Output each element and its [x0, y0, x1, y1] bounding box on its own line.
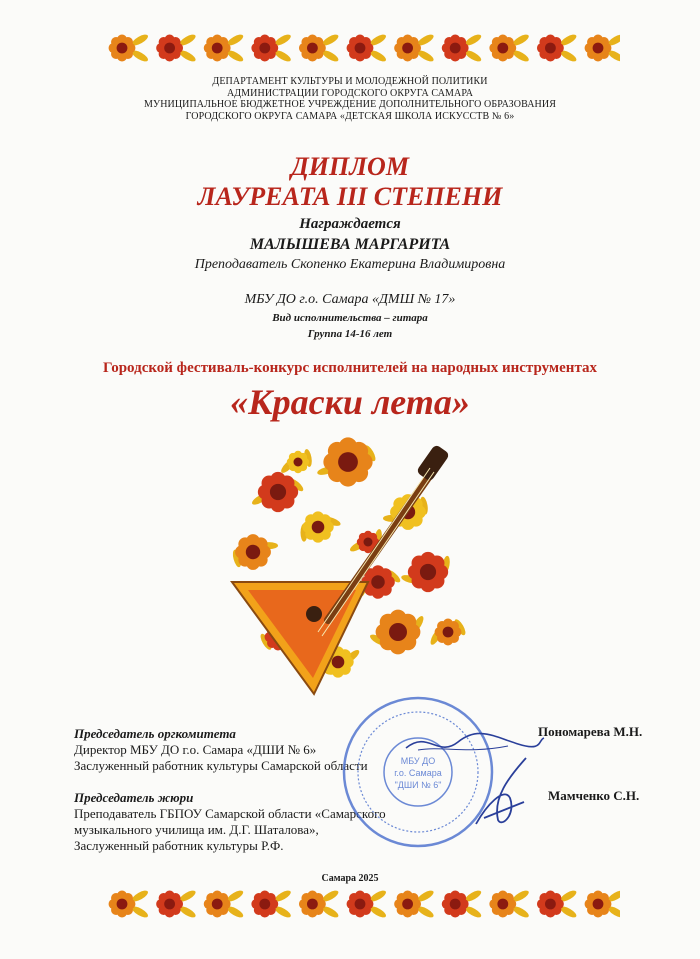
balalaika-floral-ornament — [218, 432, 484, 698]
header-line-2: АДМИНИСТРАЦИИ ГОРОДСКОГО ОКРУГА САМАРА — [226, 87, 474, 99]
awarded-label: Награждается — [299, 216, 401, 232]
org-line-1: Директор МБУ ДО г.о. Самара «ДШИ № 6» — [74, 742, 317, 757]
header-line-1: ДЕПАРТАМЕНТ КУЛЬТУРЫ И МОЛОДЕЖНОЙ ПОЛИТИКИ — [212, 76, 488, 87]
bottom-ornament-border — [100, 886, 620, 922]
festival-description: Городской фестиваль-конкурс исполнителей на народных инструментах — [102, 360, 598, 376]
issuer-header — [0, 76, 700, 122]
place-and-year: Самара 2025 — [321, 873, 379, 884]
jury-line-2: музыкального училища им. Д.Г. Шаталова», — [74, 822, 319, 837]
jury-chair-name: Мамченко С.Н. — [548, 788, 640, 803]
org-line-2: Заслуженный работник культуры Самарской области — [74, 758, 368, 773]
stamp-line-1: МБУ ДО — [400, 756, 436, 766]
recipient-name: МАЛЫШЕВА МАРГАРИТА — [249, 236, 451, 253]
top-ornament-border — [100, 30, 620, 66]
school-line: МБУ ДО г.о. Самара «ДМШ № 17» — [244, 292, 456, 307]
age-group-line: Группа 14-16 лет — [307, 328, 393, 340]
stamp-line-2: г.о. Самара — [394, 768, 442, 778]
header-line-3: МУНИЦИПАЛЬНОЕ БЮДЖЕТНОЕ УЧРЕЖДЕНИЕ ДОПОЛНИТЕЛЬНОГО ОБРАЗОВАНИЯ — [144, 99, 556, 110]
org-committee-signature-block — [74, 726, 368, 774]
festival-name: «Краски лета» — [230, 382, 470, 422]
jury-role: Председатель жюри — [74, 790, 194, 805]
org-role: Председатель оргкомитета — [74, 726, 236, 741]
diploma-degree: ЛАУРЕАТА III СТЕПЕНИ — [197, 182, 503, 211]
stamp-line-3: "ДШИ № 6" — [394, 780, 442, 790]
instrument-line: Вид исполнительства – гитара — [272, 312, 428, 324]
diploma-title: ДИПЛОМ — [291, 152, 409, 181]
handwritten-signatures — [398, 728, 548, 838]
teacher-line: Преподаватель Скопенко Екатерина Владимировна — [194, 257, 506, 272]
jury-line-3: Заслуженный работник культуры Р.Ф. — [74, 838, 284, 853]
header-line-4: ГОРОДСКОГО ОКРУГА САМАРА «ДЕТСКАЯ ШКОЛА ИСКУССТВ № 6» — [185, 110, 515, 122]
jury-line-1: Преподаватель ГБПОУ Самарской области «Самарского — [74, 806, 386, 821]
org-chair-name: Пономарева М.Н. — [538, 724, 643, 739]
